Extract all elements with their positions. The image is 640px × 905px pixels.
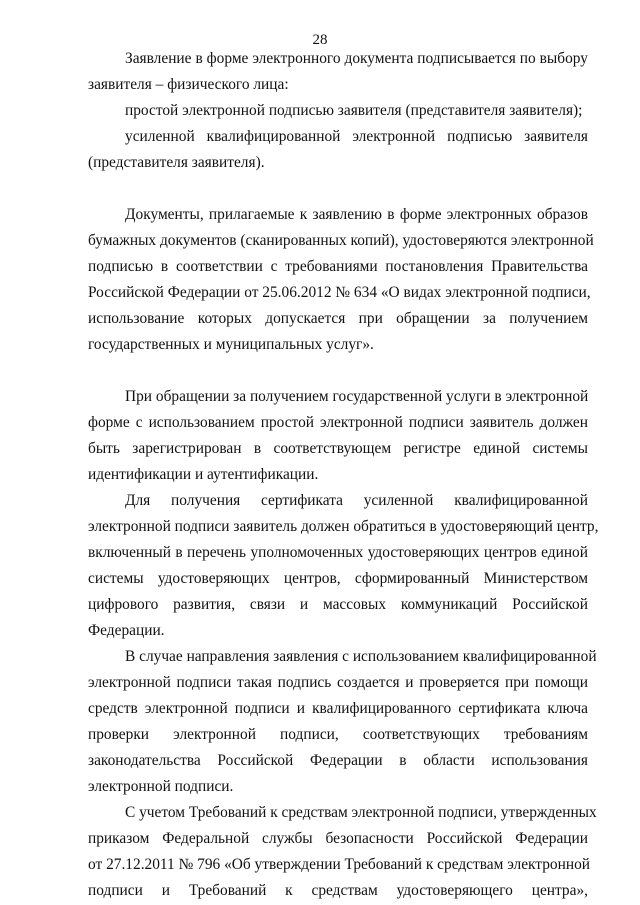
text-line: законодательства Российской Федерации в области использования — [88, 752, 588, 769]
page-number: 28 — [312, 32, 328, 48]
text-line: включенный в перечень уполномоченных удостоверяющих центров единой — [88, 544, 588, 561]
text-line: подписи и Требований к средствам удостоверяющего центра», — [88, 882, 588, 899]
text-line: Российской Федерации от 25.06.2012 № 634 «О видах электронной подписи, — [88, 284, 591, 301]
text-line: приказом Федеральной службы безопасности Российской Федерации — [88, 830, 588, 847]
blank-line — [88, 358, 588, 384]
text-line: подписью в соответствии с требованиями постановления Правительства — [88, 258, 588, 275]
text-line: С учетом Требований к средствам электронной подписи, утвержденных — [125, 804, 597, 821]
text-line: (представителя заявителя). — [88, 154, 265, 171]
text-line: Документы, прилагаемые к заявлению в форме электронных образов — [125, 206, 588, 223]
text-line: быть зарегистрирован в соответствующем регистре единой системы — [88, 440, 588, 457]
text-line: Федерации. — [88, 622, 165, 639]
text-line: При обращении за получением государственной услуги в электронной — [125, 388, 589, 405]
text-line: простой электронной подписью заявителя (представителя заявителя); — [125, 102, 583, 119]
text-line: идентификации и аутентификации. — [88, 466, 319, 483]
text-line: электронной подписи заявитель должен обратиться в удостоверяющий центр, — [88, 518, 599, 535]
text-line: электронной подписи. — [88, 778, 234, 795]
blank-line — [88, 176, 588, 202]
text-line: заявителя – физического лица: — [88, 76, 289, 93]
text-line: системы удостоверяющих центров, сформированный Министерством — [88, 570, 588, 587]
text-line: использование которых допускается при обращении за получением — [88, 310, 588, 327]
text-line: форме с использованием простой электронной подписи заявитель должен — [88, 414, 588, 431]
document-body — [88, 46, 599, 904]
text-line: бумажных документов (сканированных копий), удостоверяются электронной — [88, 232, 594, 249]
text-line: от 27.12.2011 № 796 «Об утверждении Требований к средствам электронной — [88, 856, 591, 873]
text-line: средств электронной подписи и квалифицированного сертификата ключа — [88, 700, 588, 717]
text-line: проверки электронной подписи, соответствующих требованиям — [88, 726, 588, 743]
text-line: электронной подписи такая подпись создается и проверяется при помощи — [88, 674, 588, 691]
text-line: Для получения сертификата усиленной квалифицированной — [125, 492, 588, 509]
text-line: усиленной квалифицированной электронной подписью заявителя — [125, 128, 588, 145]
text-line: государственных и муниципальных услуг». — [88, 336, 374, 353]
text-line: В случае направления заявления с использованием квалифицированной — [125, 648, 597, 665]
text-line: цифрового развития, связи и массовых коммуникаций Российской — [88, 596, 588, 613]
text-line: Заявление в форме электронного документа подписывается по выбору — [125, 50, 588, 67]
